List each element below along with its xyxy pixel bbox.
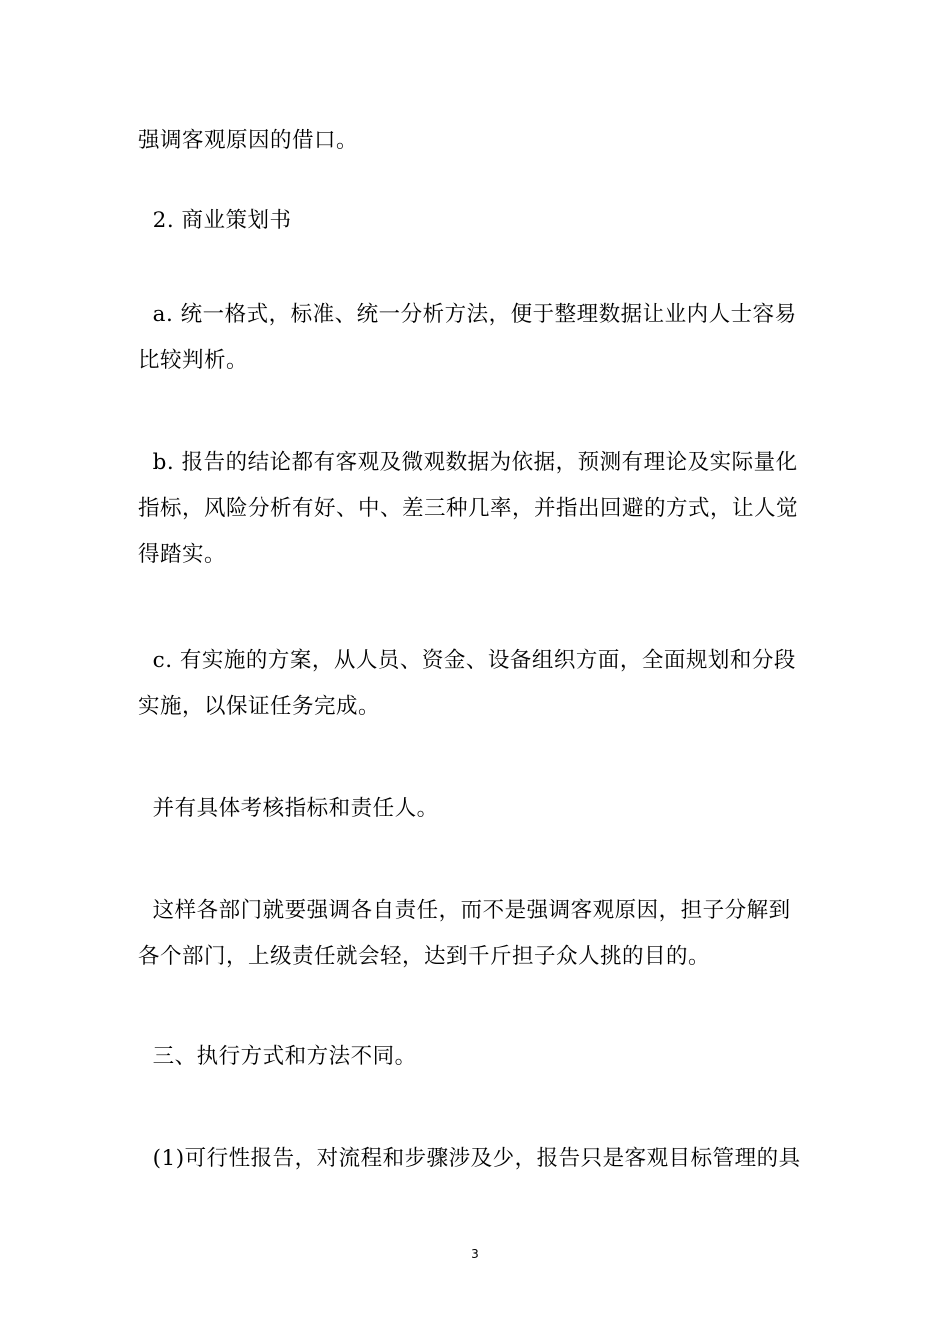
paragraph-line: 并有具体考核指标和责任人。 [138,796,439,821]
paragraph-5-item-c [138,638,818,730]
paragraph-line: 强调客观原因的借口。 [138,128,359,153]
paragraph-7 [138,888,818,980]
paragraph-8-section-heading [138,1034,818,1080]
paragraph-line: 指标，风险分析有好、中、差三种几率，并指出回避的方式，让人觉 [138,496,799,521]
paragraph-line: a. 统一格式，标准、统一分析方法，便于整理数据让业内人士容易 [138,302,797,327]
paragraph-line: (1)可行性报告，对流程和步骤涉及少，报告只是客观目标管理的具 [138,1146,801,1171]
paragraph-line: 各个部门，上级责任就会轻，达到千斤担子众人挑的目的。 [138,944,711,969]
paragraph-line: 这样各部门就要强调各自责任，而不是强调客观原因，担子分解到 [138,898,791,923]
paragraph-line: 得踏实。 [138,542,227,567]
paragraph-6 [138,786,818,832]
paragraph-9 [138,1136,818,1182]
paragraph-4-item-b [138,440,818,578]
paragraph-1 [138,118,818,164]
paragraph-2-heading [138,198,818,244]
paragraph-line: 比较判析。 [138,348,249,373]
paragraph-line: 实施，以保证任务完成。 [138,694,381,719]
paragraph-3-item-a [138,292,818,384]
paragraph-line: 2. 商业策划书 [138,208,292,233]
page-number: 3 [471,1247,479,1261]
paragraph-line: 三、执行方式和方法不同。 [138,1044,417,1069]
paragraph-line: c. 有实施的方案，从人员、资金、设备组织方面，全面规划和分段 [138,648,796,673]
paragraph-line: b. 报告的结论都有客观及微观数据为依据，预测有理论及实际量化 [138,450,798,475]
